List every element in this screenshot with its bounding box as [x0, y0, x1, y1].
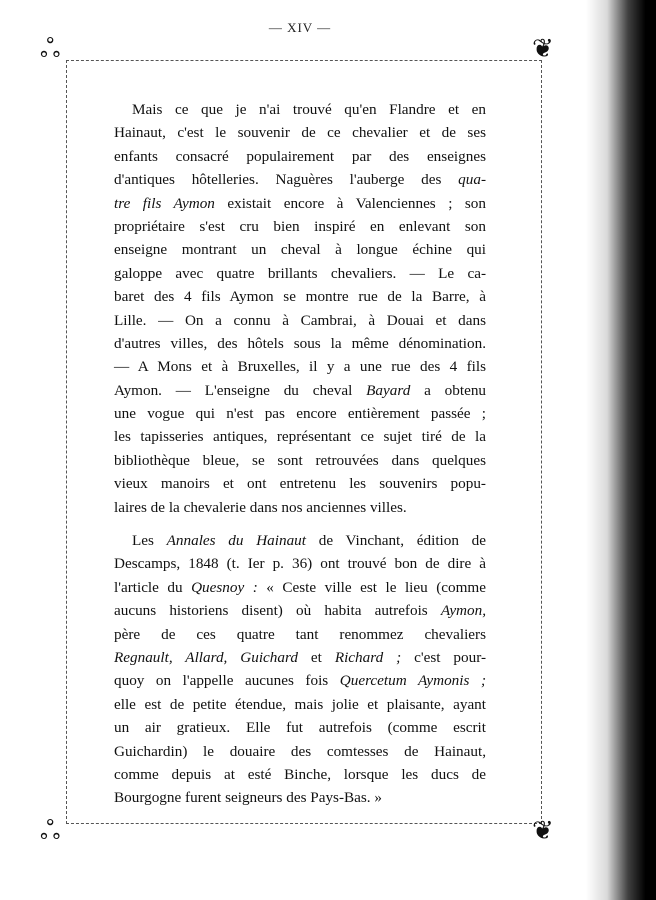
text-line: Aymon. — L'enseigne du cheval Bayard a obtenu	[114, 381, 487, 399]
text-line: Lille. — On a connu à Cambrai, à Douai et dans	[114, 311, 486, 329]
text-line: — A Mons et à Bruxelles, il y a une rue des 4 fils	[114, 358, 486, 376]
text-line: Regnault, Allard, Guichard et Richard ; c'est pour-	[114, 648, 487, 666]
text-line: enseigne montrant un cheval à longue échine qui	[114, 241, 486, 259]
text-line: Guichardin) le douaire des comtesses de Hainaut,	[114, 742, 486, 760]
text-line: comme depuis at esté Binche, lorsque les ducs de	[114, 765, 486, 783]
text-line: un air gratieux. Elle fut autrefois (comme escrit	[114, 719, 486, 737]
text-line: bibliothèque bleue, se sont retrouvées dans quelques	[114, 451, 486, 469]
text-line: une vogue qui n'est pas encore entièrement passée ;	[114, 405, 486, 423]
text-line: aucuns historiens disent) où habita autrefois Aymon,	[114, 602, 487, 620]
corner-ornament-top-left: ஃ	[40, 34, 61, 64]
text-line: Les Annales du Hainaut de Vinchant, édition de	[132, 532, 486, 550]
text-line: père de ces quatre tant renommez chevaliers	[114, 625, 486, 643]
text-line: d'autres villes, des hôtels sous la même dénomination.	[114, 334, 486, 352]
text-line: galoppe avec quatre brillants chevaliers. — Le ca-	[114, 264, 486, 282]
corner-ornament-top-right: ❦	[532, 34, 554, 64]
text-line: d'antiques hôtelleries. Naguères l'auberge des qua-	[114, 171, 486, 189]
paragraph-1	[114, 98, 486, 519]
paragraph-2	[114, 529, 486, 810]
page-number: — XIV —	[268, 20, 332, 35]
text-line: quoy on l'appelle aucunes fois Quercetum Aymonis ;	[114, 672, 486, 690]
corner-ornament-bottom-right: ❦	[532, 816, 554, 846]
body-text	[114, 98, 486, 810]
text-line: l'article du Quesnoy : « Ceste ville est le lieu (comme	[114, 578, 486, 596]
text-line: Descamps, 1848 (t. Ier p. 36) ont trouvé bon de dire à	[114, 555, 486, 573]
text-line: laires de la chevalerie dans nos anciennes villes.	[114, 498, 407, 516]
text-line: tre fils Aymon existait encore à Valenciennes ; son	[114, 194, 486, 212]
page-edge-shadow	[586, 0, 656, 900]
text-line: Mais ce que je n'ai trouvé qu'en Flandre et en	[132, 101, 486, 118]
text-line: les tapisseries antiques, représentant ce sujet tiré de la	[114, 428, 486, 446]
text-line: Bourgogne furent seigneurs des Pays-Bas. »	[114, 789, 382, 807]
text-line: baret des 4 fils Aymon se montre rue de la Barre, à	[114, 288, 486, 306]
text-line: propriétaire s'est cru bien inspiré en enlevant son	[114, 217, 486, 235]
text-line: elle est de petite étendue, mais jolie et plaisante, ayant	[114, 695, 486, 713]
text-line: vieux manoirs et ont entretenu les souvenirs popu-	[114, 475, 486, 493]
corner-ornament-bottom-left: ஃ	[40, 816, 61, 846]
text-line: enfants consacré populairement par des enseignes	[114, 147, 486, 165]
text-line: Hainaut, c'est le souvenir de ce chevalier et de ses	[114, 124, 486, 142]
